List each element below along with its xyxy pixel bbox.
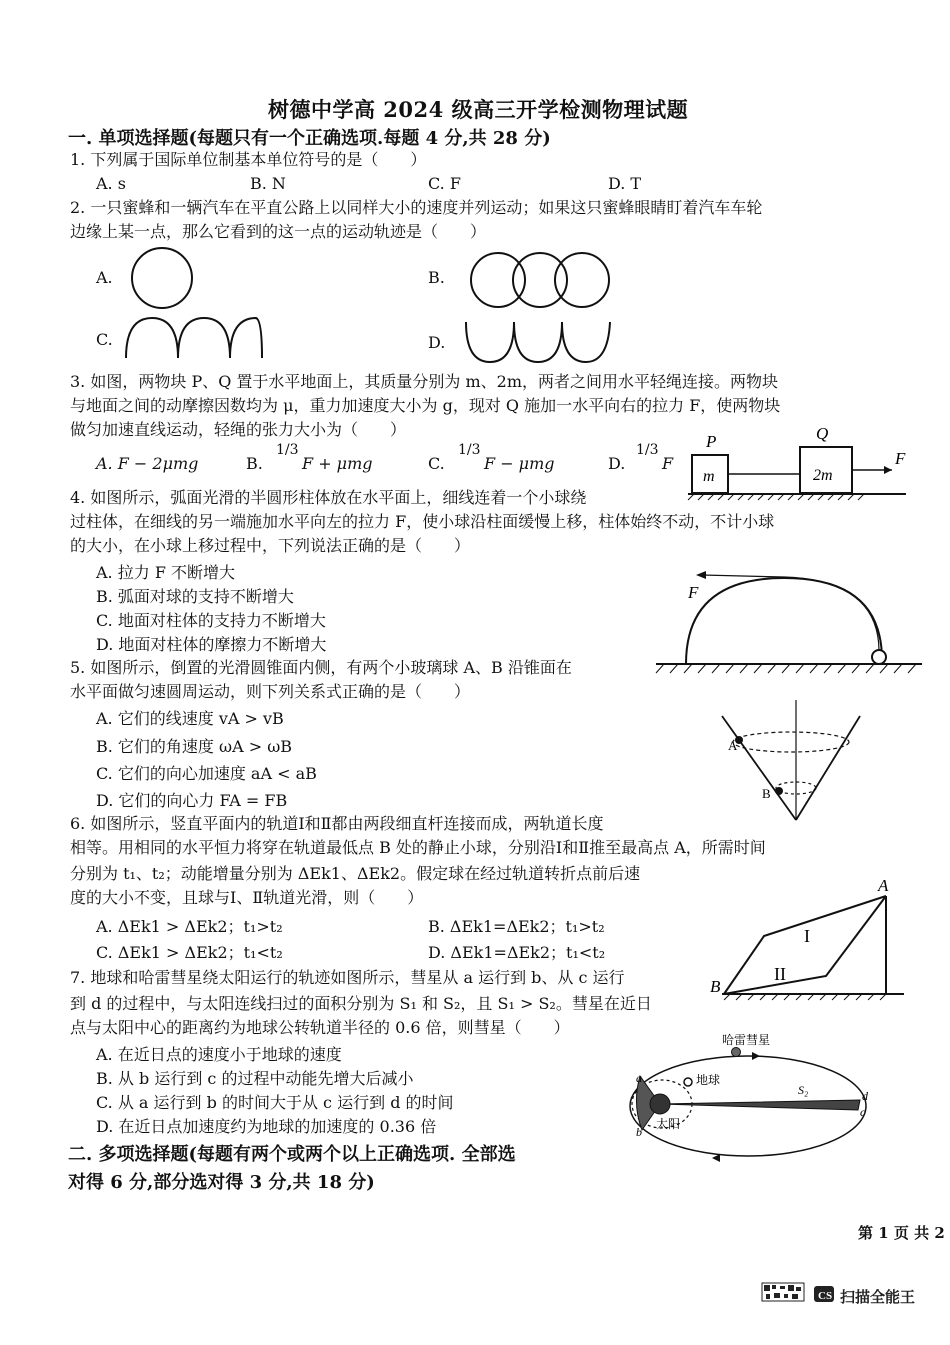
q6-option-d: D. ΔEk1=ΔEk2；t₁<t₂ bbox=[428, 943, 606, 962]
q7-stem-line3: 点与太阳中心的距离约为地球公转轨道半径的 0.6 倍，则彗星（ ） bbox=[70, 1018, 570, 1037]
q2-stem-line1: 2. 一只蜜蜂和一辆汽车在平直公路上以同样大小的速度并列运动；如果这只蜜蜂眼睛盯着汽车车轮 bbox=[70, 198, 763, 217]
q7-stem-line1: 7. 地球和哈雷彗星绕太阳运行的轨迹如图所示，彗星从 a 运行到 b、从 c 运行 bbox=[70, 968, 625, 987]
q3-option-a: A. F − 2μmg bbox=[96, 454, 199, 473]
q4-label-f: F bbox=[688, 583, 699, 602]
exam-title: 树德中学高 2024 级高三开学检测物理试题 bbox=[268, 97, 689, 122]
q3-label-p: P bbox=[706, 432, 717, 451]
q3-stem-line3: 做匀加速直线运动，轻绳的张力大小为（ ） bbox=[70, 420, 407, 439]
q7-label-comet: 哈雷彗星 bbox=[722, 1033, 771, 1047]
q7-stem-line2: 到 d 的过程中，与太阳连线扫过的面积分别为 S₁ 和 S₂，且 S₁ > S₂。彗星在近日 bbox=[70, 994, 652, 1013]
q4-option-d: D. 地面对柱体的摩擦力不断增大 bbox=[96, 635, 327, 654]
section-2-heading-line1: 二. 多项选择题(每题有两个或两个以上正确选项. 全部选 bbox=[68, 1144, 516, 1165]
q3-option-c-prefix: C. bbox=[428, 454, 445, 473]
q2-label-c: C. bbox=[96, 330, 113, 349]
q7-label-earth: 地球 bbox=[696, 1073, 721, 1087]
q3-label-q: Q bbox=[816, 424, 829, 443]
q7-label-b: b bbox=[636, 1125, 642, 1139]
q3-option-d-rest: F bbox=[662, 454, 674, 473]
q7-option-d: D. 在近日点加速度约为地球的加速度的 0.36 倍 bbox=[96, 1117, 437, 1136]
section-2-heading-line2: 对得 6 分,部分选对得 3 分,共 18 分) bbox=[68, 1172, 375, 1193]
page-number: 第 1 页 共 2 bbox=[858, 1224, 945, 1242]
q3-option-b-fraction: 1/3 bbox=[276, 442, 299, 458]
q5-stem-line1: 5. 如图所示，倒置的光滑圆锥面内侧，有两个小玻璃球 A、B 沿锥面在 bbox=[70, 658, 572, 677]
q7-label-d: d bbox=[862, 1089, 868, 1103]
q2-label-d: D. bbox=[428, 333, 446, 352]
qr-code-icon bbox=[762, 1283, 804, 1301]
q6-label-a: A bbox=[878, 876, 889, 895]
section-1-heading: 一. 单项选择题(每题只有一个正确选项.每题 4 分,共 28 分) bbox=[68, 128, 551, 149]
q3-stem-line2: 与地面之间的动摩擦因数均为 μ，重力加速度大小为 g，现对 Q 施加一水平向右的拉力 F，使两物块 bbox=[70, 396, 781, 415]
scanner-app-name: 扫描全能王 bbox=[840, 1289, 916, 1306]
q7-label-s2: S₂ bbox=[798, 1083, 809, 1097]
q7-label-c: c bbox=[860, 1105, 866, 1119]
q1-option-d: D. T bbox=[608, 174, 642, 193]
q6-stem-line1: 6. 如图所示，竖直平面内的轨道Ⅰ和Ⅱ都由两段细直杆连接而成，两轨道长度 bbox=[70, 814, 604, 833]
q5-option-c: C. 它们的向心加速度 aA < aB bbox=[96, 764, 317, 783]
q3-option-d-prefix: D. bbox=[608, 454, 626, 473]
cs-logo-text: CS bbox=[818, 1290, 833, 1302]
q7-option-a: A. 在近日点的速度小于地球的速度 bbox=[96, 1045, 342, 1064]
q5-label-a: A bbox=[728, 738, 738, 753]
q7-label-a: a bbox=[636, 1071, 642, 1085]
q6-stem-line4: 度的大小不变，且球与Ⅰ、Ⅱ轨道光滑，则（ ） bbox=[70, 888, 424, 907]
q3-label-f: F bbox=[895, 449, 906, 468]
q4-option-b: B. 弧面对球的支持不断增大 bbox=[96, 587, 294, 606]
q6-label-ii: II bbox=[774, 964, 786, 984]
q1-option-a: A. s bbox=[96, 174, 126, 193]
q6-option-a: A. ΔEk1 > ΔEk2；t₁>t₂ bbox=[96, 917, 283, 936]
q1-stem: 1. 下列属于国际单位制基本单位符号的是（ ） bbox=[70, 150, 427, 169]
q1-option-b: B. N bbox=[250, 174, 286, 193]
q6-label-i: I bbox=[804, 926, 810, 946]
q3-option-c-rest: F − μmg bbox=[484, 454, 555, 473]
q4-option-a: A. 拉力 F 不断增大 bbox=[96, 563, 236, 582]
q3-option-c-fraction: 1/3 bbox=[458, 442, 481, 458]
q7-option-b: B. 从 b 运行到 c 的过程中动能先增大后减小 bbox=[96, 1069, 414, 1088]
q5-label-b: B bbox=[762, 786, 771, 801]
q6-option-c: C. ΔEk1 > ΔEk2；t₁<t₂ bbox=[96, 943, 283, 962]
q4-stem-line2: 过柱体，在细线的另一端施加水平向左的拉力 F，使小球沿柱面缓慢上移，柱体始终不动，不计小球 bbox=[70, 512, 775, 531]
q5-option-b: B. 它们的角速度 ωA > ωB bbox=[96, 737, 293, 756]
q2-stem-line2: 边缘上某一点，那么它看到的这一点的运动轨迹是（ ） bbox=[70, 222, 487, 241]
q2-label-a: A. bbox=[96, 268, 113, 287]
q4-option-c: C. 地面对柱体的支持力不断增大 bbox=[96, 611, 326, 630]
q5-stem-line2: 水平面做匀速圆周运动，则下列关系式正确的是（ ） bbox=[70, 682, 471, 701]
q7-option-c: C. 从 a 运行到 b 的时间大于从 c 运行到 d 的时间 bbox=[96, 1093, 454, 1112]
q6-option-b: B. ΔEk1=ΔEk2；t₁>t₂ bbox=[428, 917, 605, 936]
q3-label-2m: 2m bbox=[813, 467, 833, 484]
q6-stem-line3: 分别为 t₁、t₂；动能增量分别为 ΔEk1、ΔEk2。假定球在经过轨道转折点前后速 bbox=[70, 864, 641, 883]
q3-option-b-rest: F + μmg bbox=[302, 454, 373, 473]
q6-label-b: B bbox=[710, 977, 721, 996]
q5-option-d: D. 它们的向心力 FA = FB bbox=[96, 791, 288, 810]
q3-option-d-fraction: 1/3 bbox=[636, 442, 659, 458]
q6-stem-line2: 相等。用相同的水平恒力将穿在轨道最低点 B 处的静止小球，分别沿Ⅰ和Ⅱ推至最高点 A，所需时间 bbox=[70, 838, 766, 857]
q7-label-sun: 太阳 bbox=[656, 1117, 681, 1131]
q1-option-c: C. F bbox=[428, 174, 461, 193]
q3-label-m: m bbox=[703, 468, 715, 485]
q3-stem-line1: 3. 如图，两物块 P、Q 置于水平地面上，其质量分别为 m、2m，两者之间用水平轻绳连接。两物块 bbox=[70, 372, 779, 391]
q2-label-b: B. bbox=[428, 268, 445, 287]
q3-option-b-prefix: B. bbox=[246, 454, 263, 473]
q4-stem-line1: 4. 如图所示，弧面光滑的半圆形柱体放在水平面上，细线连着一个小球绕 bbox=[70, 488, 587, 507]
q4-stem-line3: 的大小，在小球上移过程中，下列说法正确的是（ ） bbox=[70, 536, 471, 555]
q5-option-a: A. 它们的线速度 vA > vB bbox=[96, 709, 284, 728]
